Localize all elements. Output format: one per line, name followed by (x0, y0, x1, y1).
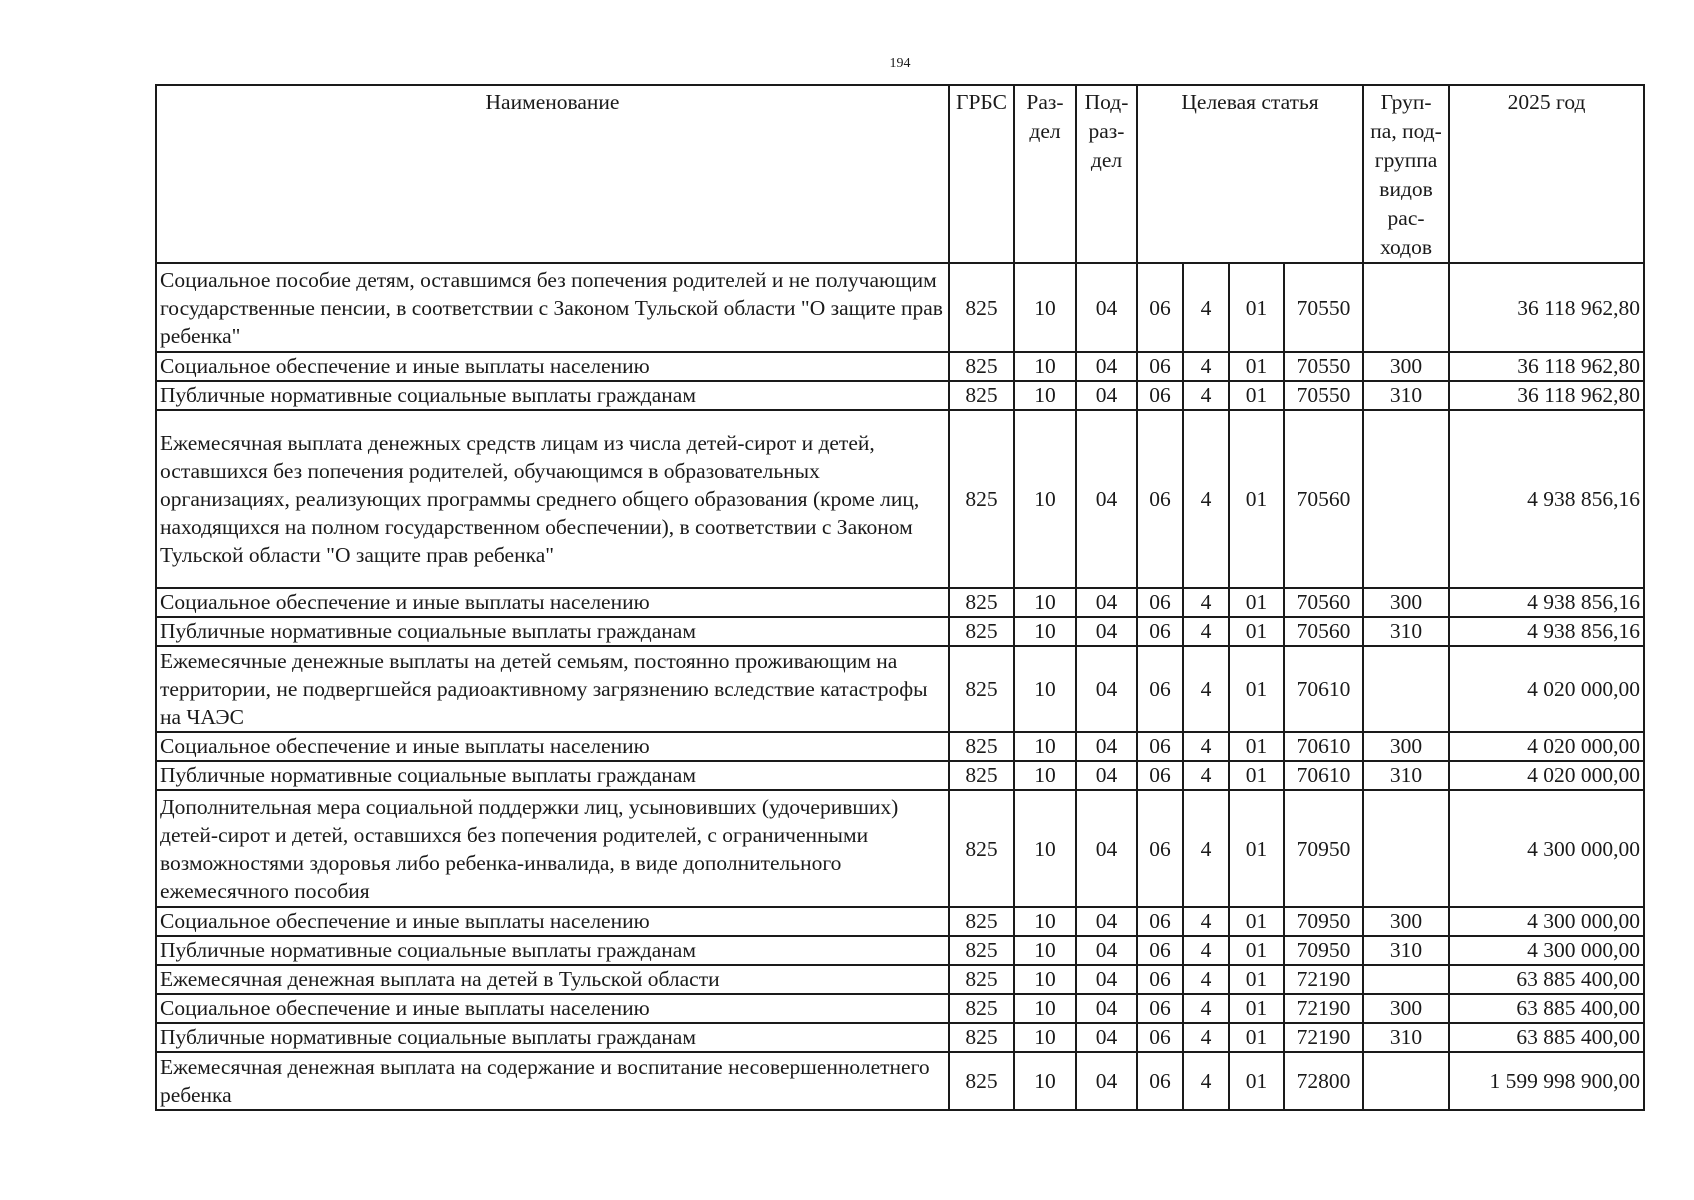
cell-target-direction: 70950 (1284, 907, 1363, 936)
cell-podrazdel: 04 (1076, 381, 1137, 410)
cell-target-direction: 70560 (1284, 588, 1363, 617)
table-row (156, 352, 1644, 381)
table-row (156, 994, 1644, 1023)
cell-target-program: 06 (1137, 790, 1183, 907)
cell-target-direction: 72800 (1284, 1052, 1363, 1110)
table-row (156, 646, 1644, 732)
cell-target-subprogram: 01 (1229, 1023, 1284, 1052)
cell-podrazdel: 04 (1076, 1052, 1137, 1110)
cell-razdel: 10 (1014, 994, 1076, 1023)
cell-name: Дополнительная мера социальной поддержки лиц, усыновивших (удочеривших) детей-сирот и детей, оставшихся без попечения родителей, с ограниченными возможностями здоровья либо ребенка-инвалида, в виде дополнительного ежемесячного пособия (156, 790, 949, 907)
cell-target-type: 4 (1183, 790, 1229, 907)
cell-target-type: 4 (1183, 646, 1229, 732)
cell-target-type: 4 (1183, 907, 1229, 936)
cell-target-direction: 70550 (1284, 263, 1363, 352)
cell-target-program: 06 (1137, 410, 1183, 588)
table-row (156, 790, 1644, 907)
cell-podrazdel: 04 (1076, 936, 1137, 965)
cell-target-subprogram: 01 (1229, 790, 1284, 907)
cell-amount: 63 885 400,00 (1449, 965, 1644, 994)
cell-amount: 36 118 962,80 (1449, 263, 1644, 352)
cell-expense-group (1363, 1052, 1449, 1110)
cell-podrazdel: 04 (1076, 732, 1137, 761)
cell-target-subprogram: 01 (1229, 617, 1284, 646)
cell-name: Публичные нормативные социальные выплаты гражданам (156, 761, 949, 790)
cell-grbs: 825 (949, 790, 1014, 907)
cell-name: Социальное обеспечение и иные выплаты населению (156, 907, 949, 936)
cell-target-subprogram: 01 (1229, 965, 1284, 994)
cell-podrazdel: 04 (1076, 994, 1137, 1023)
cell-amount: 4 300 000,00 (1449, 790, 1644, 907)
cell-expense-group: 300 (1363, 907, 1449, 936)
cell-target-type: 4 (1183, 617, 1229, 646)
cell-name: Социальное обеспечение и иные выплаты населению (156, 732, 949, 761)
cell-podrazdel: 04 (1076, 1023, 1137, 1052)
cell-name: Ежемесячная денежная выплата на детей в Тульской области (156, 965, 949, 994)
cell-grbs: 825 (949, 1023, 1014, 1052)
cell-target-direction: 72190 (1284, 1023, 1363, 1052)
header-razdel: Раз- дел (1014, 85, 1076, 263)
cell-razdel: 10 (1014, 907, 1076, 936)
cell-grbs: 825 (949, 907, 1014, 936)
cell-name: Социальное обеспечение и иные выплаты населению (156, 352, 949, 381)
cell-target-direction: 70610 (1284, 761, 1363, 790)
cell-target-program: 06 (1137, 761, 1183, 790)
cell-razdel: 10 (1014, 617, 1076, 646)
cell-razdel: 10 (1014, 352, 1076, 381)
cell-target-subprogram: 01 (1229, 1052, 1284, 1110)
cell-name: Ежемесячная выплата денежных средств лицам из числа детей-сирот и детей, оставшихся без попечения родителей, обучающимся в образовательных организациях, реализующих программы среднего общего образования (кроме лиц, находящихся на полном государственном обеспечении), в соответствии с Законом Тульской области "О защите прав ребенка" (156, 410, 949, 588)
cell-target-direction: 70550 (1284, 381, 1363, 410)
cell-target-subprogram: 01 (1229, 646, 1284, 732)
cell-target-type: 4 (1183, 761, 1229, 790)
cell-expense-group: 310 (1363, 761, 1449, 790)
cell-amount: 1 599 998 900,00 (1449, 1052, 1644, 1110)
cell-target-direction: 70560 (1284, 410, 1363, 588)
cell-expense-group (1363, 965, 1449, 994)
table-body (156, 263, 1644, 1110)
cell-name: Публичные нормативные социальные выплаты гражданам (156, 1023, 949, 1052)
cell-target-program: 06 (1137, 1052, 1183, 1110)
cell-razdel: 10 (1014, 646, 1076, 732)
cell-grbs: 825 (949, 1052, 1014, 1110)
cell-grbs: 825 (949, 263, 1014, 352)
cell-target-subprogram: 01 (1229, 761, 1284, 790)
cell-target-subprogram: 01 (1229, 410, 1284, 588)
cell-target-program: 06 (1137, 352, 1183, 381)
cell-name: Публичные нормативные социальные выплаты гражданам (156, 936, 949, 965)
cell-target-direction: 70950 (1284, 790, 1363, 907)
cell-razdel: 10 (1014, 1052, 1076, 1110)
table-row (156, 732, 1644, 761)
table-row (156, 965, 1644, 994)
cell-target-program: 06 (1137, 994, 1183, 1023)
cell-expense-group: 310 (1363, 617, 1449, 646)
cell-razdel: 10 (1014, 732, 1076, 761)
cell-target-subprogram: 01 (1229, 381, 1284, 410)
cell-expense-group (1363, 646, 1449, 732)
cell-target-program: 06 (1137, 381, 1183, 410)
cell-podrazdel: 04 (1076, 410, 1137, 588)
cell-podrazdel: 04 (1076, 646, 1137, 732)
cell-grbs: 825 (949, 617, 1014, 646)
cell-target-type: 4 (1183, 410, 1229, 588)
header-target-article: Целевая статья (1137, 85, 1363, 263)
cell-target-program: 06 (1137, 617, 1183, 646)
cell-target-subprogram: 01 (1229, 936, 1284, 965)
cell-grbs: 825 (949, 965, 1014, 994)
cell-target-program: 06 (1137, 263, 1183, 352)
cell-target-subprogram: 01 (1229, 352, 1284, 381)
cell-name: Публичные нормативные социальные выплаты гражданам (156, 381, 949, 410)
cell-target-type: 4 (1183, 588, 1229, 617)
cell-grbs: 825 (949, 936, 1014, 965)
cell-target-subprogram: 01 (1229, 994, 1284, 1023)
cell-razdel: 10 (1014, 588, 1076, 617)
cell-amount: 4 938 856,16 (1449, 588, 1644, 617)
cell-target-type: 4 (1183, 352, 1229, 381)
cell-expense-group: 310 (1363, 1023, 1449, 1052)
table-row (156, 907, 1644, 936)
cell-target-direction: 70950 (1284, 936, 1363, 965)
cell-name: Ежемесячная денежная выплата на содержание и воспитание несовершеннолетнего ребенка (156, 1052, 949, 1110)
cell-grbs: 825 (949, 352, 1014, 381)
cell-amount: 4 938 856,16 (1449, 410, 1644, 588)
cell-razdel: 10 (1014, 381, 1076, 410)
cell-target-program: 06 (1137, 965, 1183, 994)
cell-target-subprogram: 01 (1229, 907, 1284, 936)
cell-target-program: 06 (1137, 732, 1183, 761)
cell-podrazdel: 04 (1076, 352, 1137, 381)
cell-grbs: 825 (949, 646, 1014, 732)
cell-amount: 4 938 856,16 (1449, 617, 1644, 646)
cell-name: Ежемесячные денежные выплаты на детей семьям, постоянно проживающим на территории, не подвергшейся радиоактивному загрязнению вследствие катастрофы на ЧАЭС (156, 646, 949, 732)
cell-target-direction: 70610 (1284, 646, 1363, 732)
cell-expense-group (1363, 410, 1449, 588)
cell-amount: 36 118 962,80 (1449, 381, 1644, 410)
cell-target-subprogram: 01 (1229, 732, 1284, 761)
cell-target-direction: 70610 (1284, 732, 1363, 761)
cell-target-type: 4 (1183, 263, 1229, 352)
cell-podrazdel: 04 (1076, 907, 1137, 936)
cell-grbs: 825 (949, 381, 1014, 410)
cell-target-type: 4 (1183, 936, 1229, 965)
cell-target-subprogram: 01 (1229, 588, 1284, 617)
cell-target-type: 4 (1183, 994, 1229, 1023)
cell-target-subprogram: 01 (1229, 263, 1284, 352)
cell-target-program: 06 (1137, 646, 1183, 732)
cell-expense-group (1363, 263, 1449, 352)
cell-target-type: 4 (1183, 1023, 1229, 1052)
table-row (156, 1052, 1644, 1110)
cell-target-type: 4 (1183, 732, 1229, 761)
cell-target-program: 06 (1137, 1023, 1183, 1052)
cell-razdel: 10 (1014, 263, 1076, 352)
cell-amount: 4 300 000,00 (1449, 936, 1644, 965)
cell-target-direction: 72190 (1284, 965, 1363, 994)
cell-razdel: 10 (1014, 790, 1076, 907)
table-header-row (156, 85, 1644, 263)
cell-target-program: 06 (1137, 588, 1183, 617)
cell-target-program: 06 (1137, 936, 1183, 965)
cell-grbs: 825 (949, 994, 1014, 1023)
cell-amount: 4 300 000,00 (1449, 907, 1644, 936)
table-row (156, 263, 1644, 352)
cell-name: Социальное обеспечение и иные выплаты населению (156, 588, 949, 617)
table-row (156, 617, 1644, 646)
header-podrazdel: Под- раз- дел (1076, 85, 1137, 263)
cell-grbs: 825 (949, 588, 1014, 617)
cell-expense-group: 300 (1363, 994, 1449, 1023)
table-row (156, 1023, 1644, 1052)
cell-amount: 4 020 000,00 (1449, 732, 1644, 761)
budget-table (155, 84, 1645, 1111)
cell-expense-group: 300 (1363, 588, 1449, 617)
cell-podrazdel: 04 (1076, 790, 1137, 907)
cell-name: Публичные нормативные социальные выплаты гражданам (156, 617, 949, 646)
cell-amount: 4 020 000,00 (1449, 646, 1644, 732)
cell-target-program: 06 (1137, 907, 1183, 936)
cell-target-type: 4 (1183, 1052, 1229, 1110)
cell-razdel: 10 (1014, 761, 1076, 790)
cell-razdel: 10 (1014, 410, 1076, 588)
cell-expense-group: 310 (1363, 381, 1449, 410)
cell-amount: 36 118 962,80 (1449, 352, 1644, 381)
cell-razdel: 10 (1014, 965, 1076, 994)
cell-podrazdel: 04 (1076, 588, 1137, 617)
cell-expense-group: 310 (1363, 936, 1449, 965)
cell-target-type: 4 (1183, 381, 1229, 410)
table-row (156, 410, 1644, 588)
cell-podrazdel: 04 (1076, 761, 1137, 790)
cell-amount: 4 020 000,00 (1449, 761, 1644, 790)
cell-target-type: 4 (1183, 965, 1229, 994)
cell-name: Социальное пособие детям, оставшимся без попечения родителей и не получающим государственные пенсии, в соответствии с Законом Тульской области "О защите прав ребенка" (156, 263, 949, 352)
cell-grbs: 825 (949, 410, 1014, 588)
cell-podrazdel: 04 (1076, 263, 1137, 352)
cell-podrazdel: 04 (1076, 965, 1137, 994)
cell-grbs: 825 (949, 732, 1014, 761)
cell-target-direction: 70560 (1284, 617, 1363, 646)
cell-target-direction: 70550 (1284, 352, 1363, 381)
cell-target-direction: 72190 (1284, 994, 1363, 1023)
table-row (156, 381, 1644, 410)
header-expense-group: Груп- па, под- группа видов рас- ходов (1363, 85, 1449, 263)
header-year-2025: 2025 год (1449, 85, 1644, 263)
cell-amount: 63 885 400,00 (1449, 1023, 1644, 1052)
page-number: 194 (889, 56, 911, 71)
table-row (156, 761, 1644, 790)
table-row (156, 936, 1644, 965)
cell-razdel: 10 (1014, 1023, 1076, 1052)
cell-expense-group: 300 (1363, 732, 1449, 761)
table-row (156, 588, 1644, 617)
cell-name: Социальное обеспечение и иные выплаты населению (156, 994, 949, 1023)
cell-grbs: 825 (949, 761, 1014, 790)
header-name: Наименование (156, 85, 949, 263)
cell-expense-group: 300 (1363, 352, 1449, 381)
cell-razdel: 10 (1014, 936, 1076, 965)
cell-podrazdel: 04 (1076, 617, 1137, 646)
header-grbs: ГРБС (949, 85, 1014, 263)
cell-expense-group (1363, 790, 1449, 907)
cell-amount: 63 885 400,00 (1449, 994, 1644, 1023)
